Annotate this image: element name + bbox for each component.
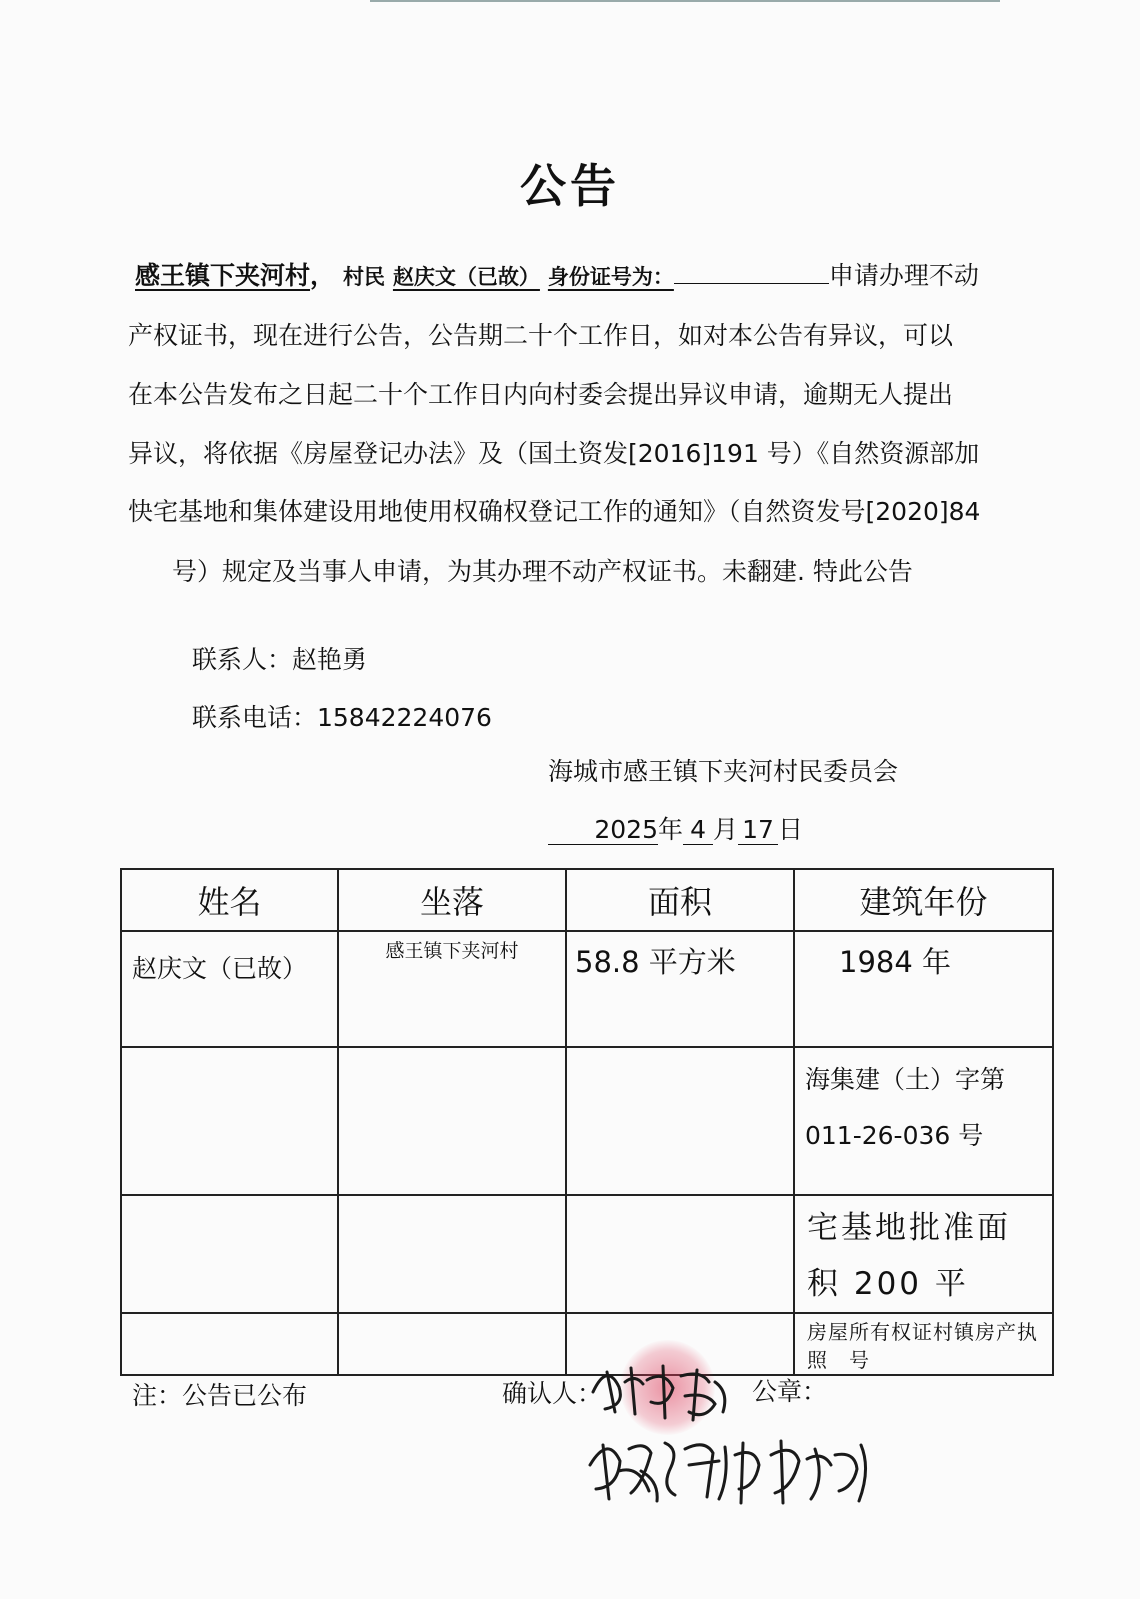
empty-cell [338, 1195, 566, 1313]
id-number-blank [674, 261, 829, 284]
cell-build-year: 1984 年 [794, 931, 1053, 1047]
cell-ownership-license: 房屋所有权证村镇房产执照 号 [794, 1313, 1053, 1375]
scan-edge-line [370, 0, 1000, 2]
date-year-unit: 年 [658, 815, 684, 844]
date-day-unit: 日 [778, 815, 804, 844]
property-table [120, 868, 1054, 1376]
signature-son [585, 1425, 885, 1519]
contact-phone: 联系电话：15842224076 [192, 703, 492, 732]
cell-land-certificate: 海集建（土）字第 011-26-036 号 [794, 1047, 1053, 1195]
empty-cell [121, 1313, 338, 1375]
village-name: 感王镇下夹河村 [135, 261, 311, 290]
date-year: 2025 [548, 815, 658, 845]
header-area: 面积 [566, 869, 794, 931]
signature-confirmer-icon [585, 1352, 755, 1432]
empty-cell [566, 1047, 794, 1195]
empty-cell [566, 1195, 794, 1313]
issuer-name: 海城市感王镇下夹河村民委员会 [548, 757, 899, 786]
date-day: 17 [738, 815, 778, 845]
footer-note: 注：公告已公布 [132, 1381, 308, 1410]
body-line-3: 在本公告发布之日起二十个工作日内向村委会提出异议申请，逾期无人提出 [128, 380, 954, 409]
body-line-2: 产权证书，现在进行公告，公告期二十个工作日，如对本公告有异议，可以 [128, 321, 954, 350]
confirmer-label: 确认人： [502, 1379, 603, 1408]
date-month-unit: 月 [713, 815, 739, 844]
body-line-6: 号）规定及当事人申请，为其办理不动产权证书。未翻建. 特此公告 [172, 557, 913, 586]
header-build-year: 建筑年份 [794, 869, 1053, 931]
empty-cell [121, 1047, 338, 1195]
cell-name: 赵庆文（已故） [121, 931, 338, 1047]
empty-cell [338, 1047, 566, 1195]
document-title: 公告 [520, 159, 620, 213]
villager-label: 村民 [342, 265, 385, 289]
seal-label: 公章： [752, 1377, 828, 1406]
body-line-4: 异议，将依据《房屋登记办法》及（国土资发[2016]191 号）《自然资源部加 [128, 439, 980, 468]
signature-son-icon [585, 1425, 885, 1515]
body-line-1-end: 申请办理不动 [828, 261, 979, 290]
cell-area: 58.8 平方米 [566, 931, 794, 1047]
empty-cell [121, 1195, 338, 1313]
id-label: 身份证号为： [547, 265, 674, 289]
date-month: 4 [683, 815, 713, 845]
issue-date [548, 810, 803, 846]
body-line-1 [135, 256, 979, 292]
header-name: 姓名 [121, 869, 338, 931]
cell-approved-area: 宅基地批准面积 200 平 [794, 1195, 1053, 1313]
person-name: 赵庆文（已故） [392, 265, 540, 289]
signature-confirmer [585, 1352, 755, 1436]
contact-person: 联系人：赵艳勇 [192, 645, 368, 674]
header-location: 坐落 [338, 869, 566, 931]
empty-cell [338, 1313, 566, 1375]
body-line-5: 快宅基地和集体建设用地使用权确权登记工作的通知》（自然资发号[2020]84 [128, 497, 981, 526]
comma: ， [310, 261, 336, 290]
cell-location: 感王镇下夹河村 [338, 931, 566, 1047]
